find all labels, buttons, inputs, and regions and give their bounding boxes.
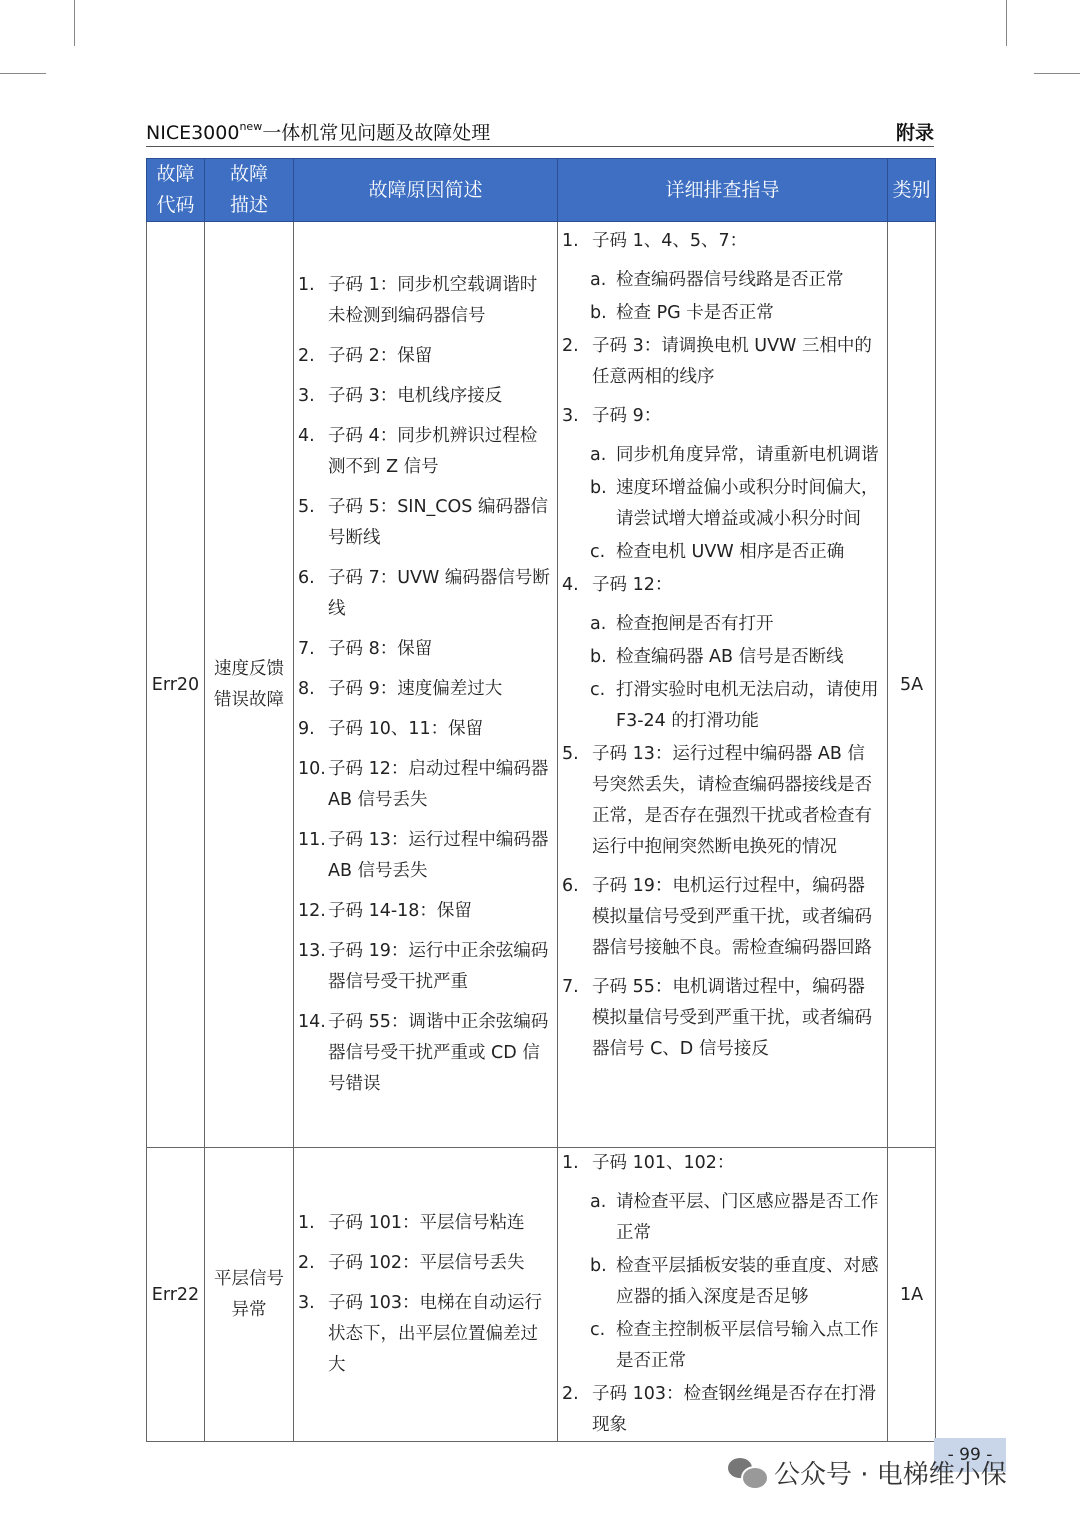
fault-code: Err20 <box>147 222 205 1148</box>
fault-guide <box>558 222 888 1148</box>
list-item: c. 检查电机 UVW 相序是否正确 <box>590 542 845 562</box>
fault-description: 平层信号异常 <box>205 1148 294 1442</box>
list-item: 2. 子码 103：检查钢丝绳是否存在打滑现象 <box>562 1384 876 1435</box>
list-item: a. 检查抱闸是否有打开 <box>590 614 774 634</box>
list-item: 1. 子码 1、4、5、7： a. 检查编码器信号线路是否正常 b. 检查 PG 卡是否正常 <box>592 226 881 329</box>
cause-list <box>294 270 557 1100</box>
crop-mark <box>1006 0 1007 46</box>
list-item: 8. 子码 9：速度偏差过大 <box>298 678 503 699</box>
crop-mark <box>1034 73 1080 74</box>
list-item: 5. 子码 5：SIN_COS 编码器信号断线 <box>298 496 548 548</box>
list-item: 7. 子码 8：保留 <box>298 638 433 659</box>
list-item: 11. 子码 13：运行过程中编码器 AB 信号丢失 <box>298 829 549 881</box>
guide-list <box>558 1148 887 1441</box>
list-item: 9. 子码 10、11：保留 <box>298 718 484 739</box>
title-main: NICE3000 <box>146 122 240 144</box>
document-title <box>146 118 490 145</box>
fault-guide <box>558 1148 888 1442</box>
list-item: 4. 子码 12： a. 检查抱闸是否有打开 b. 检查编码器 AB 信号是否断线 c. 打滑实验时电机无法启动，请使用 F3-24 的打滑功能 <box>592 570 881 737</box>
fault-category: 5A <box>888 222 936 1148</box>
list-item: a. 同步机角度异常，请重新电机调谐 <box>590 445 879 465</box>
watermark <box>728 1452 1007 1492</box>
column-header-cause: 故障原因简述 <box>294 159 558 222</box>
list-item: 2. 子码 3：请调换电机 UVW 三相中的任意两相的线序 <box>562 336 872 387</box>
list-item: 6. 子码 7：UVW 编码器信号断线 <box>298 567 550 619</box>
fault-table <box>146 158 936 1442</box>
list-item: 14. 子码 55：调谐中正余弦编码器信号受干扰严重或 CD 信号错误 <box>298 1011 549 1094</box>
list-item: 13. 子码 19：运行中正余弦编码器信号受干扰严重 <box>298 940 549 992</box>
page-header <box>146 116 934 147</box>
list-item: 10. 子码 12：启动过程中编码器 AB 信号丢失 <box>298 758 549 810</box>
list-item: 3. 子码 3：电机线序接反 <box>298 385 503 406</box>
list-item: 4. 子码 4：同步机辨识过程检测不到 Z 信号 <box>298 425 538 477</box>
fault-description: 速度反馈错误故障 <box>205 222 294 1148</box>
list-item: b. 检查 PG 卡是否正常 <box>590 303 774 323</box>
title-rest: 一体机常见问题及故障处理 <box>262 122 491 144</box>
sub-list <box>592 1187 881 1377</box>
sub-list <box>592 609 881 737</box>
list-item: 1. 子码 101：平层信号粘连 <box>298 1213 525 1233</box>
crop-mark <box>74 0 75 46</box>
fault-causes <box>294 222 558 1148</box>
table-header-row <box>147 159 936 222</box>
list-item: b. 检查平层插板安装的垂直度、对感应器的插入深度是否足够 <box>590 1256 879 1307</box>
list-item: 5. 子码 13：运行过程中编码器 AB 信号突然丢失，请检查编码器接线是否正常，是否存在强烈干扰或者检查有运行中抱闸突然断电换死的情况 <box>562 744 872 857</box>
crop-mark <box>0 73 46 74</box>
list-item: 6. 子码 19：电机运行过程中，编码器模拟量信号受到严重干扰，或者编码器信号接触不良。需检查编码器回路 <box>562 876 872 958</box>
list-item: 3. 子码 103：电梯在自动运行状态下，出平层位置偏差过大 <box>298 1293 542 1375</box>
list-item: 1. 子码 101、102： a. 请检查平层、门区感应器是否工作正常 b. 检查平层插板安装的垂直度、对感应器的插入深度是否足够 c. 检查主控制板平层信号输入点工作是否正常 <box>592 1148 881 1377</box>
list-item: a. 请检查平层、门区感应器是否工作正常 <box>590 1192 879 1243</box>
list-item: 2. 子码 2：保留 <box>298 345 433 366</box>
list-item: 1. 子码 1：同步机空载调谐时未检测到编码器信号 <box>298 274 538 326</box>
sub-list <box>592 440 881 568</box>
table-row <box>147 222 936 1148</box>
fault-causes <box>294 1148 558 1442</box>
list-item: a. 检查编码器信号线路是否正常 <box>590 270 844 290</box>
column-header-description: 故障描述 <box>205 159 294 222</box>
list-item: 2. 子码 102：平层信号丢失 <box>298 1253 525 1273</box>
sub-list <box>592 265 881 329</box>
watermark-text: 公众号 · 电梯维小保 <box>774 1459 1007 1490</box>
list-item: 7. 子码 55：电机调谐过程中，编码器模拟量信号受到严重干扰，或者编码器信号 C、D 信号接反 <box>562 977 872 1059</box>
list-item: c. 打滑实验时电机无法启动，请使用 F3-24 的打滑功能 <box>590 680 879 731</box>
fault-code: Err22 <box>147 1148 205 1442</box>
column-header-guide: 详细排查指导 <box>558 159 888 222</box>
title-superscript: new <box>239 119 263 133</box>
fault-category: 1A <box>888 1148 936 1442</box>
page-number: - 99 - <box>934 1438 1006 1472</box>
list-item: b. 检查编码器 AB 信号是否断线 <box>590 647 844 667</box>
list-item: 3. 子码 9： a. 同步机角度异常，请重新电机调谐 b. 速度环增益偏小或积分时间偏大，请尝试增大增益或减小积分时间 c. 检查电机 UVW 相序是否正确 <box>592 401 881 568</box>
list-item: c. 检查主控制板平层信号输入点工作是否正常 <box>590 1320 879 1371</box>
column-header-category: 类别 <box>888 159 936 222</box>
section-label: 附录 <box>895 122 934 144</box>
wechat-icon <box>728 1456 766 1488</box>
cause-list <box>294 1208 557 1381</box>
list-item: 12. 子码 14-18：保留 <box>298 900 472 921</box>
column-header-code: 故障代码 <box>147 159 205 222</box>
list-item: b. 速度环增益偏小或积分时间偏大，请尝试增大增益或减小积分时间 <box>590 478 879 529</box>
guide-list <box>558 226 887 1065</box>
table-row <box>147 1148 936 1442</box>
